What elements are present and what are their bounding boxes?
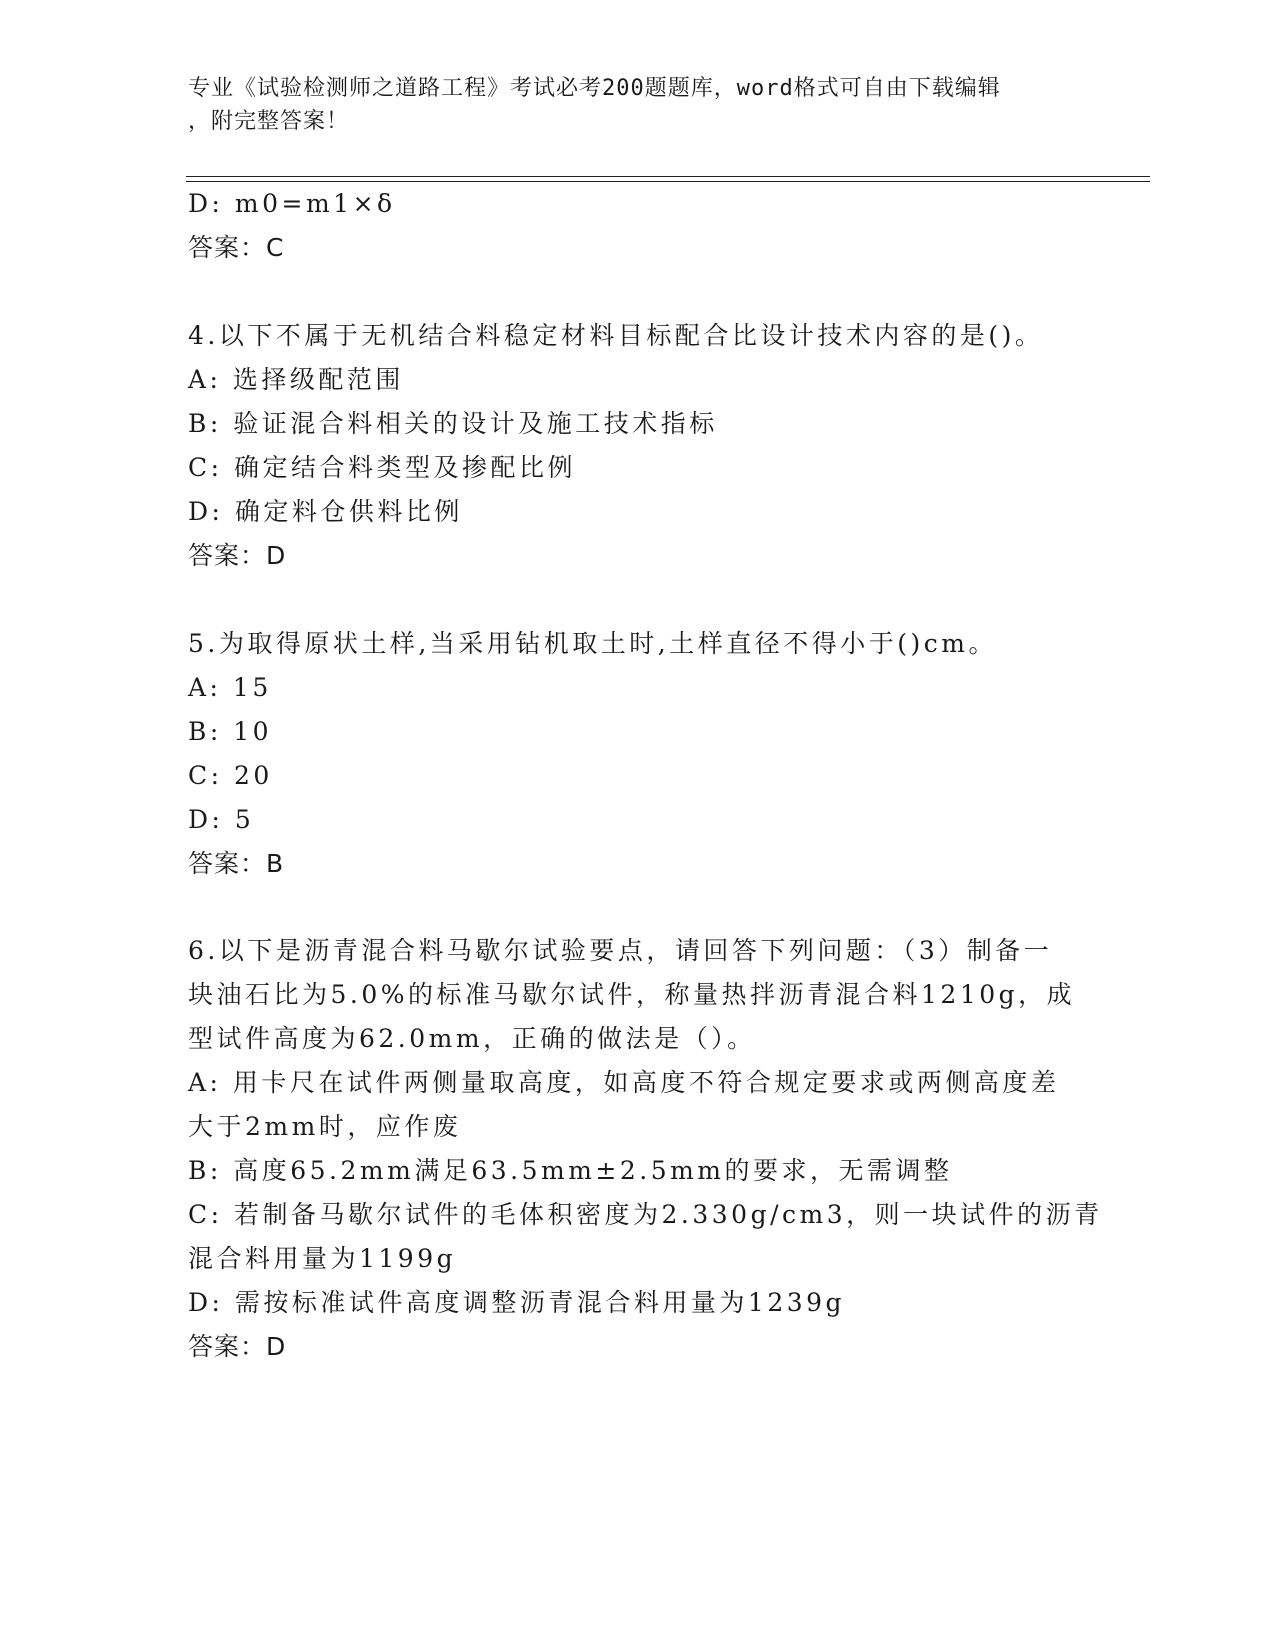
q5-option-b: B: 10 bbox=[188, 717, 273, 746]
q6-option-c-line-1: C: 若制备马歇尔试件的毛体积密度为2.330g/cm3，则一块试件的沥青 bbox=[188, 1200, 1103, 1229]
q4-stem: 4.以下不属于无机结合料稳定材料目标配合比设计技术内容的是()。 bbox=[188, 321, 1044, 350]
q6-stem-line-3: 型试件高度为62.0mm，正确的做法是（）。 bbox=[188, 1024, 756, 1053]
q4-option-b: B: 验证混合料相关的设计及施工技术指标 bbox=[188, 409, 718, 438]
q6-stem-line-1: 6.以下是沥青混合料马歇尔试验要点，请回答下列问题：（3）制备一 bbox=[188, 936, 1053, 965]
q5-option-a: A: 15 bbox=[188, 673, 272, 702]
q6-option-b: B: 高度65.2mm满足63.5mm±2.5mm的要求，无需调整 bbox=[188, 1156, 953, 1185]
q6-option-a-line-2: 大于2mm时，应作废 bbox=[188, 1112, 462, 1141]
q4-answer: 答案：D bbox=[188, 541, 287, 570]
q5-answer: 答案：B bbox=[188, 849, 285, 878]
q6-option-d: D: 需按标准试件高度调整沥青混合料用量为1239g bbox=[188, 1288, 846, 1317]
q5-option-d: D: 5 bbox=[188, 805, 255, 834]
header-rule-top bbox=[186, 176, 1150, 177]
q3-answer: 答案：C bbox=[188, 233, 285, 262]
q6-stem-line-2: 块油石比为5.0%的标准马歇尔试件，称量热拌沥青混合料1210g，成 bbox=[188, 980, 1076, 1009]
q4-option-a: A: 选择级配范围 bbox=[188, 365, 404, 394]
q6-answer: 答案：D bbox=[188, 1332, 287, 1361]
q5-option-c: C: 20 bbox=[188, 761, 273, 790]
q6-option-a-line-1: A: 用卡尺在试件两侧量取高度，如高度不符合规定要求或两侧高度差 bbox=[188, 1068, 1060, 1097]
header-line-2: ，附完整答案！ bbox=[188, 109, 350, 134]
q3-option-d: D: m0=m1×δ bbox=[188, 189, 396, 218]
q5-stem: 5.为取得原状土样,当采用钻机取土时,土样直径不得小于()cm。 bbox=[188, 629, 997, 658]
document-header bbox=[188, 72, 1068, 138]
q4-option-c: C: 确定结合料类型及掺配比例 bbox=[188, 453, 576, 482]
q6-option-c-line-2: 混合料用量为1199g bbox=[188, 1244, 457, 1273]
header-line-1: 专业《试验检测师之道路工程》考试必考200题题库，word格式可自由下载编辑 bbox=[188, 76, 1001, 101]
header-rule-bottom bbox=[186, 181, 1150, 182]
q4-option-d: D: 确定料仓供料比例 bbox=[188, 497, 463, 526]
